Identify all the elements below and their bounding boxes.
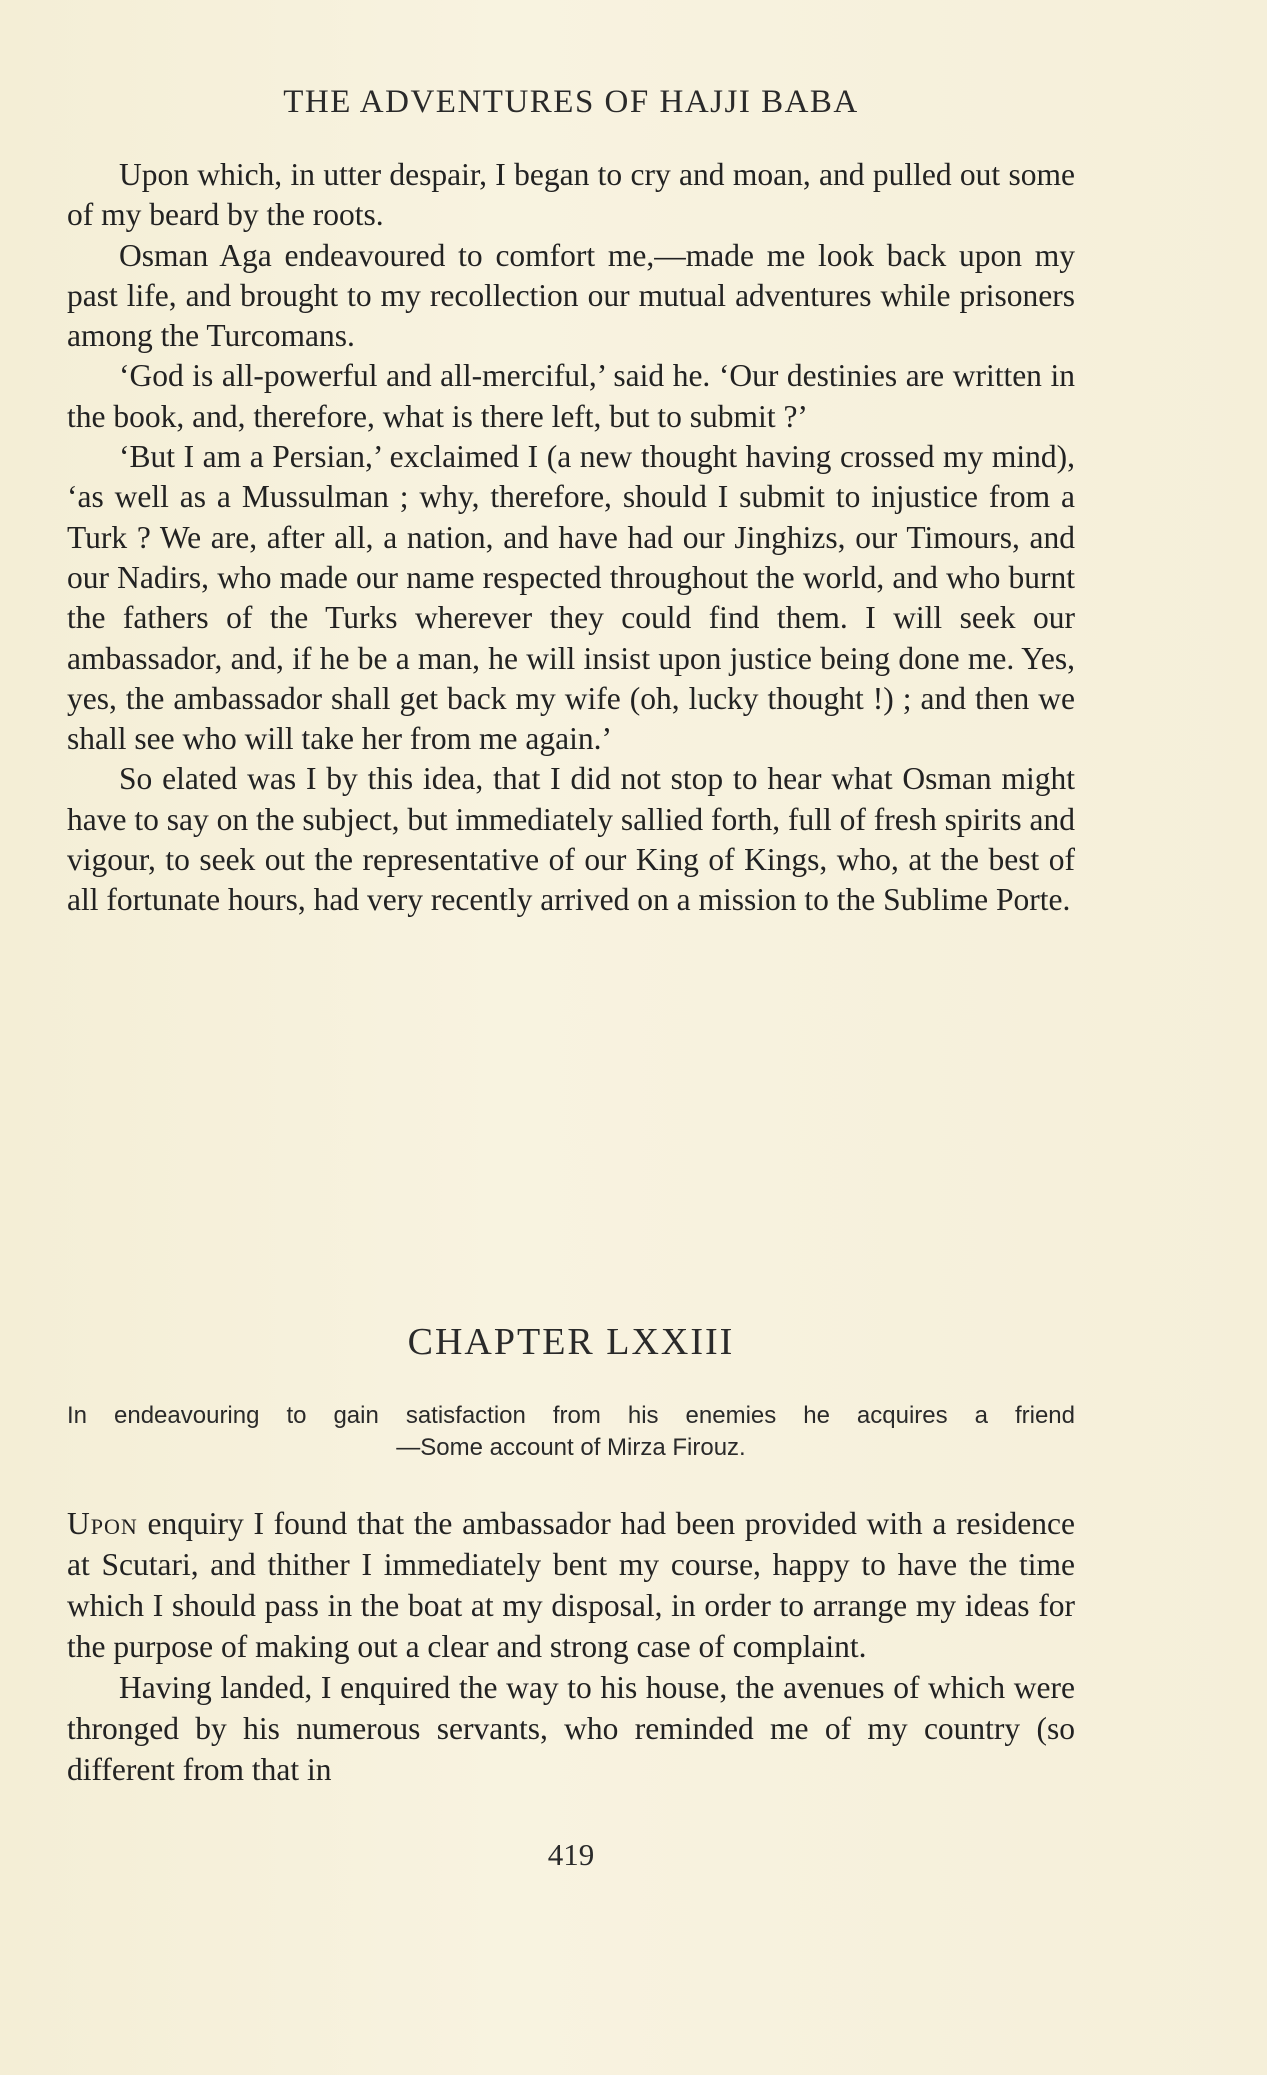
page-number: 419 (547, 1837, 595, 1872)
paragraph: ‘But I am a Persian,’ exclaimed I (a new thought having crossed my mind), ‘as well as a Mussulman ; why, therefore, should I submit to injustice from a Turk ? We are, after all, a nation, and have had our Jinghizs, our Timours, and our Nadirs, who made our name respected throughout the world, and who burnt the fathers of the Turks wherever they could find them. I will seek our ambassador, and, if he be a man, he will insist upon justice being done me. Yes, yes, the ambassador shall get back my wife (oh, lucky thought !) ; and then we shall see who will take her from me again.’ (67, 439, 1075, 757)
chapter-summary-line: —Some account of Mirza Firouz. (396, 1434, 746, 1461)
chapter-paragraph (67, 1503, 1075, 1667)
paragraph-text: enquiry I found that the ambassador had been provided with a residence at Scutari, and thither I immediately bent my course, happy to have the time which I should pass in the boat at my disposal, in order to arrange my ideas for the purpose of making out a clear and strong case of complaint. (67, 1506, 1075, 1664)
paragraph: ‘God is all-powerful and all-merciful,’ said he. ‘Our destinies are written in the book, and, therefore, what is there left, but to submit ?’ (67, 358, 1075, 434)
chapter-heading: CHAPTER LXXIII (407, 1321, 735, 1363)
opening-word: Upon (67, 1506, 138, 1541)
chapter-paragraph: Having landed, I enquired the way to his house, the avenues of which were thronged by his numerous servants, who reminded me of my country (so different from that in (67, 1670, 1075, 1787)
paragraph: Upon which, in utter despair, I began to cry and moan, and pulled out some of my beard by the roots. (67, 157, 1075, 233)
paragraph: Osman Aga endeavoured to comfort me,—made me look back upon my past life, and brought to my recollection our mutual adventures while prisoners among the Turcomans. (67, 237, 1075, 354)
body-text (67, 155, 1075, 921)
running-head: THE ADVENTURES OF HAJJI BABA (283, 84, 859, 120)
chapter-summary-line: In endeavouring to gain satisfaction from his enemies he acquires a friend (67, 1402, 1075, 1429)
chapter-text (67, 1503, 1075, 1790)
paragraph: So elated was I by this idea, that I did not stop to hear what Osman might have to say on the subject, but immediately sallied forth, full of fresh spirits and vigour, to seek out the representative of our King of Kings, who, at the best of all fortunate hours, had very recently arrived on a mission to the Sublime Porte. (67, 761, 1075, 918)
chapter-summary (67, 1400, 1075, 1464)
